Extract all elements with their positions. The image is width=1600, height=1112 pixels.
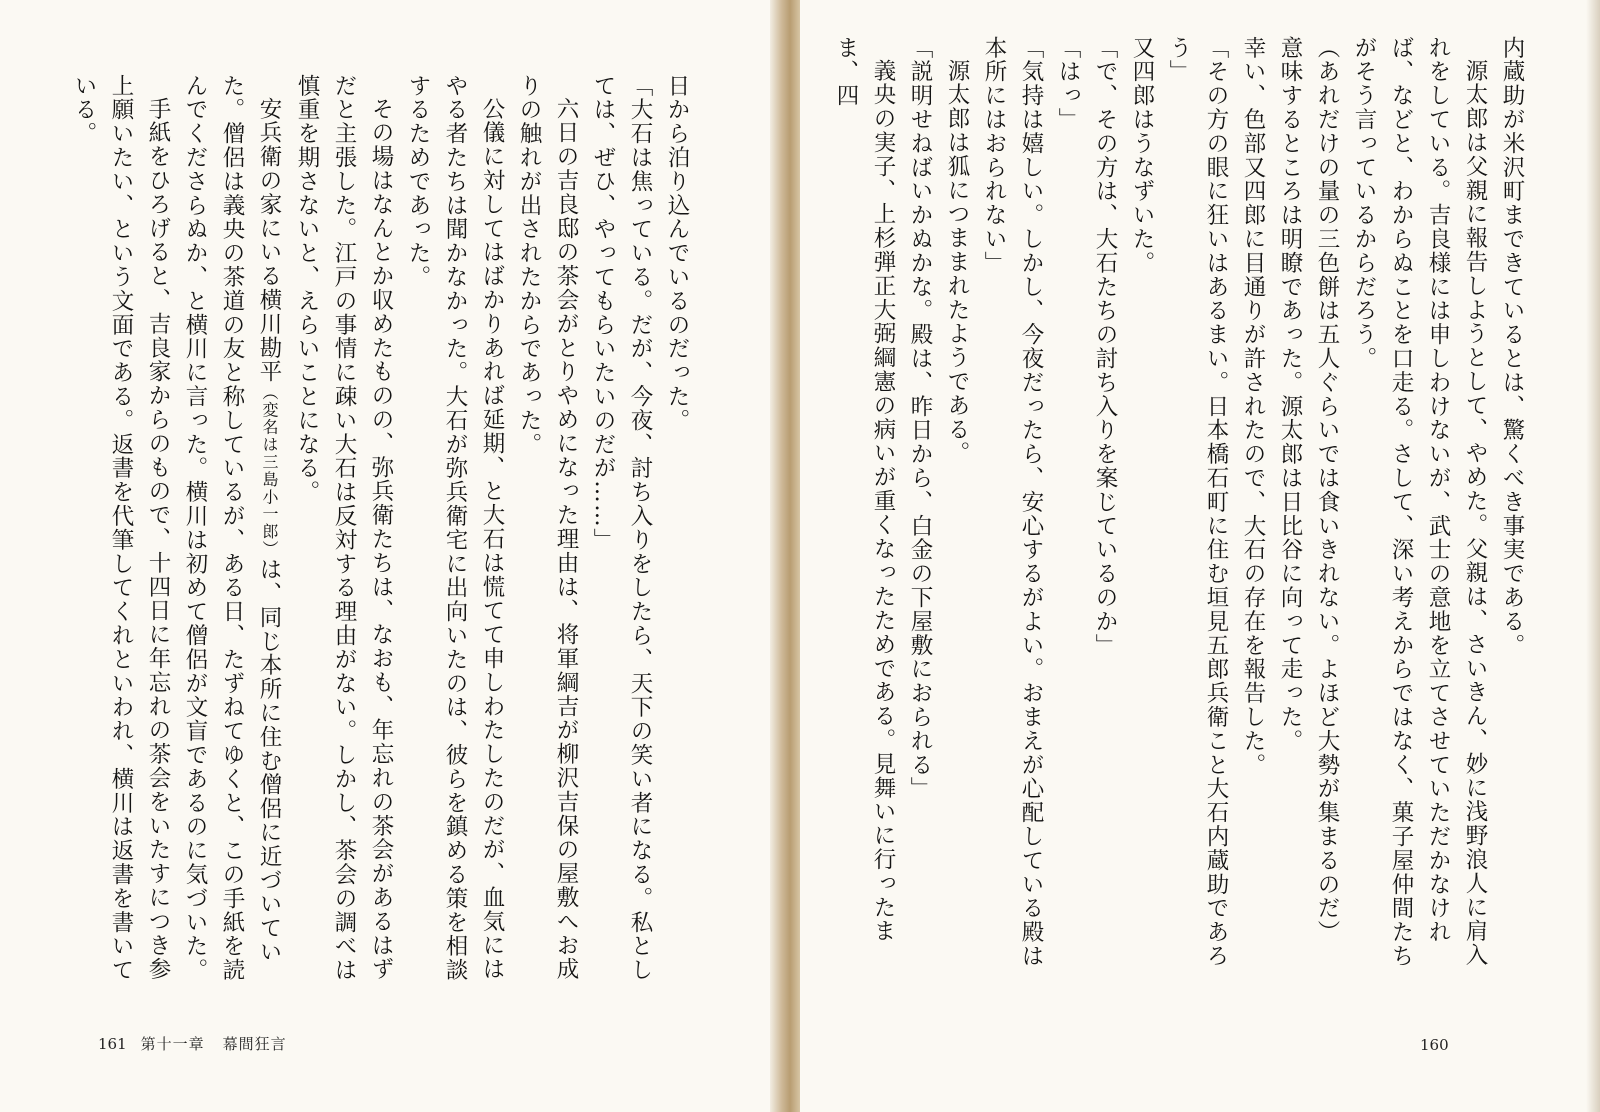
left-paragraph-4: 公儀に対してはばかりあれば延期、と大石は慌てて申しわたしたのだが、血気にはやる者たちは聞かなかった。大石が弥兵衛宅に出向いたのは、彼らを鎮める策を相談するためであった。 xyxy=(405,74,505,983)
left-paragraph-1: 日から泊り込んでいるのだった。 xyxy=(664,74,690,433)
right-paragraph-9: 「はっ」 xyxy=(1055,36,1081,132)
left-paragraph-6-after: は、同じ本所に住む僧侶に近づいていた。僧侶は義央の茶道の友と称しているが、ある日、たずねてゆくと、この手紙を読んでくださらぬか、と横川に言った。横川は初めて僧侶が文盲であるのに気づいた。 xyxy=(182,74,282,983)
left-page-text xyxy=(71,74,695,1004)
right-paragraph-10: 「気持は嬉しい。しかし、今夜だったら、安心するがよい。おまえが心配している殿は本所にはおられない」 xyxy=(981,36,1044,969)
right-paragraph-3: （あれだけの量の三色餅は五人ぐらいでは食いきれない。よほど大勢が集まるのだ） xyxy=(1314,36,1340,945)
alias-note: （変名は三島小一郎） xyxy=(260,383,279,558)
left-footer xyxy=(98,1033,287,1054)
right-paragraph-8: 「で、その方は、大石たちの討ち入りを案じているのか」 xyxy=(1092,36,1118,658)
right-paragraph-6: 「その方の眼に狂いはあるまい。日本橋石町に住む垣見五郎兵衛こと大石内蔵助であろう」 xyxy=(1166,36,1229,969)
page-number-left: 161 xyxy=(98,1035,127,1053)
left-paragraph-3: 六日の吉良邸の茶会がとりやめになった理由は、将軍綱吉が柳沢吉保の屋敷へお成りの触れが出されたからであった。 xyxy=(516,74,579,981)
right-page xyxy=(800,0,1600,1112)
left-paragraph-7: 手紙をひろげると、吉良家からのもので、十四日に年忘れの茶会をいたすにつき参上願いたい、という文面である。返書を代筆してくれといわれ、横川は返書を書いている。 xyxy=(71,74,171,983)
right-paragraph-2: 源太郎は父親に報告しようとして、やめた。父親は、さいきん、妙に浅野浪人に肩入れをしている。吉良様には申しわけないが、武士の意地を立てさせていただかなければ、などと、わからぬことを口走る。さして、深い考えからではなく、菓子屋仲間たちがそう言っているからだろう。 xyxy=(1351,36,1488,969)
right-paragraph-7: 又四郎はうなずいた。 xyxy=(1129,36,1155,275)
right-paragraph-13: 義央の実子、上杉弾正大弼綱憲の病いが重くなったためである。見舞いに行ったまま、四 xyxy=(833,36,896,943)
left-paragraph-2: 「大石は焦っている。だが、今夜、討ち入りをしたら、天下の笑い者になる。私としては、ぜひ、やってもらいたいのだが……」 xyxy=(590,74,653,983)
right-paragraph-11: 源太郎は狐につままれたようである。 xyxy=(944,58,970,465)
right-paragraph-12: 「説明せねばいかぬかな。殿は、昨日から、白金の下屋敷におられる」 xyxy=(907,36,933,801)
left-paragraph-6-before: 安兵衛の家にいる横川勘平 xyxy=(256,96,282,384)
right-paragraph-4: 意味するところは明瞭であった。源太郎は日比谷に向って走った。 xyxy=(1277,36,1303,753)
page-number-right: 160 xyxy=(1420,1036,1449,1054)
right-page-text xyxy=(833,36,1530,978)
left-paragraph-6 xyxy=(176,74,288,1004)
page-edge-shadow xyxy=(1586,0,1600,1112)
left-paragraph-5: その場はなんとか収めたものの、弥兵衛たちは、なおも、年忘れの茶会があるはずだと主張した。江戸の事情に疎い大石は反対する理由がない。しかし、茶会の調べは慎重を期さないと、えらいことになる。 xyxy=(294,74,394,983)
right-footer xyxy=(1420,1036,1449,1054)
right-paragraph-1: 内蔵助が米沢町まできているとは、驚くべき事実である。 xyxy=(1499,36,1525,658)
running-head-title: 幕間狂言 xyxy=(222,1035,287,1053)
left-page xyxy=(0,0,780,1112)
right-paragraph-5: 幸い、色部又四郎に目通りが許されたので、大石の存在を報告した。 xyxy=(1240,36,1266,777)
running-head-chapter: 第十一章 xyxy=(140,1035,205,1053)
